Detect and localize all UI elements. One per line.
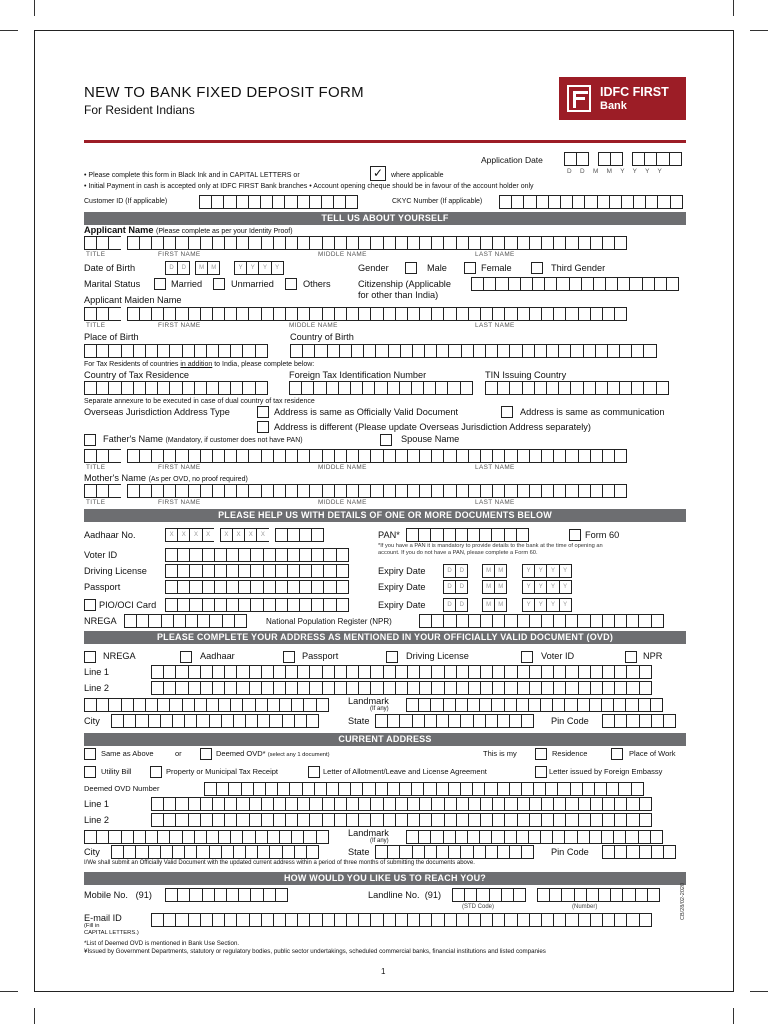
maiden-name-label: Applicant Maiden Name xyxy=(84,295,182,305)
spouse-name-label: Spouse Name xyxy=(401,434,460,444)
cur-line1-field[interactable] xyxy=(151,797,651,811)
ovd-submission-note: I/We shall submit an Officially Valid Document with the updated current address within a period of three months of submitting the documents above. xyxy=(84,860,475,866)
maiden-name-field[interactable] xyxy=(84,307,626,321)
or-label: or xyxy=(175,749,182,758)
ovd-line1-field[interactable] xyxy=(151,665,651,679)
father-name-label: Father's Name (Mandatory, if customer does not have PAN) xyxy=(103,434,303,444)
email-note: (Fill in CAPITAL LETTERS.) xyxy=(84,923,139,936)
footer-note-2: ¥Issued by Government Departments, statutory or regulatory bodies, public sector undertakings, scheduled commercial banks, financial institutions and listed companies xyxy=(84,948,546,955)
deemed-ovd-checkbox[interactable] xyxy=(200,748,212,760)
marital-status-label: Marital Status xyxy=(84,279,141,289)
name-caption-title: TITLE xyxy=(86,464,106,471)
name-caption-first: FIRST NAME xyxy=(158,499,201,506)
foreign-tin-field[interactable] xyxy=(289,381,472,395)
applicant-name-field[interactable] xyxy=(84,236,626,250)
cur-line2-field[interactable] xyxy=(151,813,651,827)
ovd-dl-label: Driving License xyxy=(406,651,469,661)
name-caption-title: TITLE xyxy=(86,251,106,258)
overseas-diff-label: Address is different (Please update Overseas Jurisdiction Address separately) xyxy=(274,422,591,432)
ovd-aadhaar-checkbox[interactable] xyxy=(180,651,192,663)
header-rule xyxy=(84,140,686,143)
marital-others-label: Others xyxy=(303,279,331,289)
number-caption: (Number) xyxy=(572,904,598,910)
dl-expiry-year[interactable]: Y Y Y Y xyxy=(522,564,571,578)
property-tax-label: Property or Municipal Tax Receipt xyxy=(166,767,278,776)
email-label: E-mail ID xyxy=(84,913,122,923)
pan-label: PAN* xyxy=(378,530,400,540)
dob-day[interactable]: D D xyxy=(165,261,189,275)
npr-label: National Population Register (NPR) xyxy=(266,617,392,626)
passport-expiry-year[interactable]: Y Y Y Y xyxy=(522,580,571,594)
country-of-birth-label: Country of Birth xyxy=(290,332,354,342)
overseas-diff-checkbox[interactable] xyxy=(257,421,269,433)
cur-state-field[interactable] xyxy=(375,845,533,859)
ckyc-label: CKYC Number (If applicable) xyxy=(392,198,483,205)
gender-label: Gender xyxy=(358,263,389,273)
aadhaar-field[interactable]: X X X X X X X X xyxy=(165,528,323,542)
landline-std-field[interactable] xyxy=(452,888,525,902)
crop-mark xyxy=(750,30,768,31)
pio-expiry-month[interactable]: M M xyxy=(482,598,506,612)
name-caption-middle: MIDDLE NAME xyxy=(318,499,367,506)
passport-label: Passport xyxy=(84,582,121,592)
customer-id-field[interactable] xyxy=(199,195,357,209)
residence-label: Residence xyxy=(552,749,588,758)
ovd-npr-checkbox[interactable] xyxy=(625,651,637,663)
foreign-tin-label: Foreign Tax Identification Number xyxy=(289,370,427,380)
nrega-label: NREGA xyxy=(84,616,117,626)
npr-field[interactable] xyxy=(419,614,663,628)
crop-mark xyxy=(750,991,768,992)
ovd-line2-label: Line 2 xyxy=(84,683,110,693)
overseas-ovd-checkbox[interactable] xyxy=(257,406,269,418)
place-of-work-checkbox[interactable] xyxy=(611,748,623,760)
cur-landmark-label: Landmark xyxy=(348,828,389,838)
ovd-npr-label: NPR xyxy=(643,651,663,661)
dob-year[interactable]: Y Y Y Y xyxy=(234,261,283,275)
same-as-above-label: Same as Above xyxy=(101,749,154,758)
bank-logo xyxy=(559,77,686,120)
gender-female-label: Female xyxy=(481,263,512,273)
marital-married-checkbox[interactable] xyxy=(154,278,166,290)
utility-bill-label: Utility Bill xyxy=(101,767,132,776)
logo-bank-text: Bank xyxy=(600,100,627,112)
date-format-hint: D D M M Y Y Y Y xyxy=(567,168,666,175)
overseas-ovd-label: Address is same as Officially Valid Document xyxy=(274,407,458,417)
ovd-line3-field[interactable] xyxy=(84,698,328,712)
name-caption-last: LAST NAME xyxy=(475,499,515,506)
ovd-nrega-checkbox[interactable] xyxy=(84,651,96,663)
ovd-pin-field[interactable] xyxy=(602,714,675,728)
form-subtitle: For Resident Indians xyxy=(84,103,195,117)
ovd-city-field[interactable] xyxy=(111,714,318,728)
section-ovd-address: PLEASE COMPLETE YOUR ADDRESS AS MENTIONED IN YOUR OFFICIALLY VALID DOCUMENT (OVD) xyxy=(84,631,686,644)
driving-license-field[interactable] xyxy=(165,564,348,578)
name-caption-middle: MIDDLE NAME xyxy=(289,322,338,329)
crop-mark xyxy=(733,0,734,16)
dob-month[interactable]: M M xyxy=(195,261,219,275)
ovd-ifany-label: (If any) xyxy=(370,706,389,712)
cur-pin-field[interactable] xyxy=(602,845,675,859)
passport-expiry-label: Expiry Date xyxy=(378,582,426,592)
cur-state-label: State xyxy=(348,847,370,857)
driving-license-label: Driving License xyxy=(84,566,147,576)
name-caption-title: TITLE xyxy=(86,322,106,329)
ckyc-field[interactable] xyxy=(499,195,682,209)
ovd-line1-label: Line 1 xyxy=(84,667,110,677)
country-of-birth-field[interactable] xyxy=(290,344,656,358)
place-of-birth-label: Place of Birth xyxy=(84,332,139,342)
name-caption-middle: MIDDLE NAME xyxy=(318,464,367,471)
embassy-label: Letter issued by Foreign Embassy xyxy=(549,767,663,776)
crop-mark xyxy=(0,30,18,31)
dl-expiry-day[interactable]: D D xyxy=(443,564,467,578)
cur-landmark-field[interactable] xyxy=(406,830,662,844)
country-tax-label: Country of Tax Residence xyxy=(84,370,190,380)
ovd-aadhaar-label: Aadhaar xyxy=(200,651,235,661)
gender-female-checkbox[interactable] xyxy=(464,262,476,274)
voter-id-label: Voter ID xyxy=(84,550,118,560)
ovd-passport-checkbox[interactable] xyxy=(283,651,295,663)
dl-expiry-label: Expiry Date xyxy=(378,566,426,576)
ovd-landmark-field[interactable] xyxy=(406,698,662,712)
overseas-address-label: Overseas Jurisdiction Address Type xyxy=(84,407,230,417)
instruction-1b: where applicable xyxy=(391,172,444,179)
mother-name-label: Mother's Name (As per OVD, no proof required) xyxy=(84,473,248,483)
pio-oci-label: PIO/OCI Card xyxy=(99,600,157,610)
ovd-voter-label: Voter ID xyxy=(541,651,575,661)
ovd-voter-checkbox[interactable] xyxy=(521,651,533,663)
mother-name-field[interactable] xyxy=(84,484,626,498)
marital-married-label: Married xyxy=(171,279,203,289)
form60-checkbox[interactable] xyxy=(569,529,581,541)
applicant-name-label: Applicant Name (Please complete as per your Identity Proof) xyxy=(84,225,293,235)
gender-male-label: Male xyxy=(427,263,447,273)
cur-city-field[interactable] xyxy=(111,845,318,859)
instruction-2: • Initial Payment in cash is accepted only at IDFC FIRST Bank branches • Account opening cheque should be in favour of the account holder only xyxy=(84,183,534,190)
tin-country-label: TIN Issuing Country xyxy=(485,370,567,380)
gender-third-checkbox[interactable] xyxy=(531,262,543,274)
cur-ifany-label: (If any) xyxy=(370,838,389,844)
mobile-field[interactable] xyxy=(165,888,287,902)
cur-city-label: City xyxy=(84,847,100,857)
pio-oci-checkbox[interactable] xyxy=(84,599,96,611)
cur-line2-label: Line 2 xyxy=(84,815,110,825)
crop-mark xyxy=(733,1008,734,1024)
property-tax-checkbox[interactable] xyxy=(150,766,162,778)
cur-line1-label: Line 1 xyxy=(84,799,110,809)
dob-label: Date of Birth xyxy=(84,263,136,273)
app-date-year[interactable] xyxy=(632,152,681,166)
pio-expiry-day[interactable]: D D xyxy=(443,598,467,612)
place-of-birth-field[interactable] xyxy=(84,344,267,358)
embassy-checkbox[interactable] xyxy=(535,766,547,778)
form-title: NEW TO BANK FIXED DEPOSIT FORM xyxy=(84,84,364,101)
same-as-above-checkbox[interactable] xyxy=(84,748,96,760)
tax-residents-note: For Tax Residents of countries in addition to India, please complete below: xyxy=(84,361,315,368)
section-contact: HOW WOULD YOU LIKE US TO REACH YOU? xyxy=(84,872,686,885)
cur-pin-label: Pin Code xyxy=(551,847,589,857)
crop-mark xyxy=(34,0,35,16)
ovd-landmark-label: Landmark xyxy=(348,696,389,706)
cur-line3-field[interactable] xyxy=(84,830,328,844)
deemed-ovd-label: Deemed OVD* (select any 1 document) xyxy=(216,749,330,758)
marital-unmarried-checkbox[interactable] xyxy=(213,278,225,290)
name-caption-first: FIRST NAME xyxy=(158,322,201,329)
passport-expiry-month[interactable]: M M xyxy=(482,580,506,594)
app-date-month[interactable] xyxy=(598,152,622,166)
name-caption-middle: MIDDLE NAME xyxy=(318,251,367,258)
citizenship-note: for other than India) xyxy=(358,290,439,300)
customer-id-label: Customer ID (If applicable) xyxy=(84,198,168,205)
father-checkbox[interactable] xyxy=(84,434,96,446)
allotment-checkbox[interactable] xyxy=(308,766,320,778)
form-code: CB/28/02-2020 xyxy=(680,883,686,920)
app-date-day[interactable] xyxy=(564,152,588,166)
section-current-address: CURRENT ADDRESS xyxy=(84,733,686,746)
ovd-city-label: City xyxy=(84,716,100,726)
annexure-note: Separate annexure to be executed in case of dual country of tax residence xyxy=(84,398,315,405)
passport-field[interactable] xyxy=(165,580,348,594)
residence-checkbox[interactable] xyxy=(535,748,547,760)
utility-bill-checkbox[interactable] xyxy=(84,766,96,778)
gender-male-checkbox[interactable] xyxy=(405,262,417,274)
ovd-state-field[interactable] xyxy=(375,714,533,728)
ovd-line2-field[interactable] xyxy=(151,681,651,695)
tin-country-field[interactable] xyxy=(485,381,668,395)
deemed-ovd-number-label: Deemed OVD Number xyxy=(84,784,160,793)
country-tax-field[interactable] xyxy=(84,381,267,395)
place-of-work-label: Place of Work xyxy=(629,749,676,758)
nrega-field[interactable] xyxy=(124,614,246,628)
instruction-1: • Please complete this form in Black Ink and in CAPITAL LETTERS or xyxy=(84,172,300,179)
ovd-passport-label: Passport xyxy=(302,651,339,661)
std-code-caption: (STD Code) xyxy=(462,904,495,910)
citizenship-field[interactable] xyxy=(471,277,678,291)
ovd-pin-label: Pin Code xyxy=(551,716,589,726)
this-is-my-label: This is my xyxy=(483,749,517,758)
ovd-nrega-label: NREGA xyxy=(103,651,136,661)
pan-field[interactable] xyxy=(406,528,528,542)
name-caption-last: LAST NAME xyxy=(475,464,515,471)
citizenship-label: Citizenship (Applicable xyxy=(358,279,451,289)
voter-id-field[interactable] xyxy=(165,548,348,562)
name-caption-first: FIRST NAME xyxy=(158,251,201,258)
passport-expiry-day[interactable]: D D xyxy=(443,580,467,594)
father-spouse-name-field[interactable] xyxy=(84,449,626,463)
tick-box: ✓ xyxy=(370,166,386,181)
crop-mark xyxy=(0,991,18,992)
page-number: 1 xyxy=(381,967,386,976)
application-date-label: Application Date xyxy=(481,155,543,165)
overseas-comm-label: Address is same as communication xyxy=(520,407,665,417)
footer-note-1: *List of Deemed OVD is mentioned in Bank Use Section. xyxy=(84,940,240,947)
pio-oci-field[interactable] xyxy=(165,598,348,612)
allotment-label: Letter of Allotment/Leave and License Agreement xyxy=(323,767,487,776)
ovd-dl-checkbox[interactable] xyxy=(386,651,398,663)
form60-label: Form 60 xyxy=(585,530,620,540)
name-caption-first: FIRST NAME xyxy=(158,464,201,471)
email-field[interactable] xyxy=(151,913,651,927)
section-documents: PLEASE HELP US WITH DETAILS OF ONE OR MORE DOCUMENTS BELOW xyxy=(84,509,686,522)
pio-expiry-label: Expiry Date xyxy=(378,600,426,610)
pio-expiry-year[interactable]: Y Y Y Y xyxy=(522,598,571,612)
pan-note: *If you have a PAN it is mandatory to provide details to the bank at the time of opening an account. If you do not have a PAN, please complete a Form 60. xyxy=(378,543,603,556)
crop-mark xyxy=(34,1008,35,1024)
dl-expiry-month[interactable]: M M xyxy=(482,564,506,578)
ovd-state-label: State xyxy=(348,716,370,726)
name-caption-last: LAST NAME xyxy=(475,322,515,329)
name-caption-title: TITLE xyxy=(86,499,106,506)
marital-unmarried-label: Unmarried xyxy=(231,279,274,289)
landline-number-field[interactable] xyxy=(537,888,659,902)
landline-label: Landline No. (91) xyxy=(368,890,442,900)
spouse-checkbox[interactable] xyxy=(380,434,392,446)
mobile-label: Mobile No. (91) xyxy=(84,890,152,900)
logo-text: IDFC FIRST xyxy=(600,85,669,99)
deemed-ovd-number-field[interactable] xyxy=(204,782,643,796)
name-caption-last: LAST NAME xyxy=(475,251,515,258)
marital-others-checkbox[interactable] xyxy=(285,278,297,290)
aadhaar-label: Aadhaar No. xyxy=(84,530,136,540)
overseas-comm-checkbox[interactable] xyxy=(501,406,513,418)
gender-third-label: Third Gender xyxy=(551,263,606,273)
section-about-yourself: TELL US ABOUT YOURSELF xyxy=(84,212,686,225)
